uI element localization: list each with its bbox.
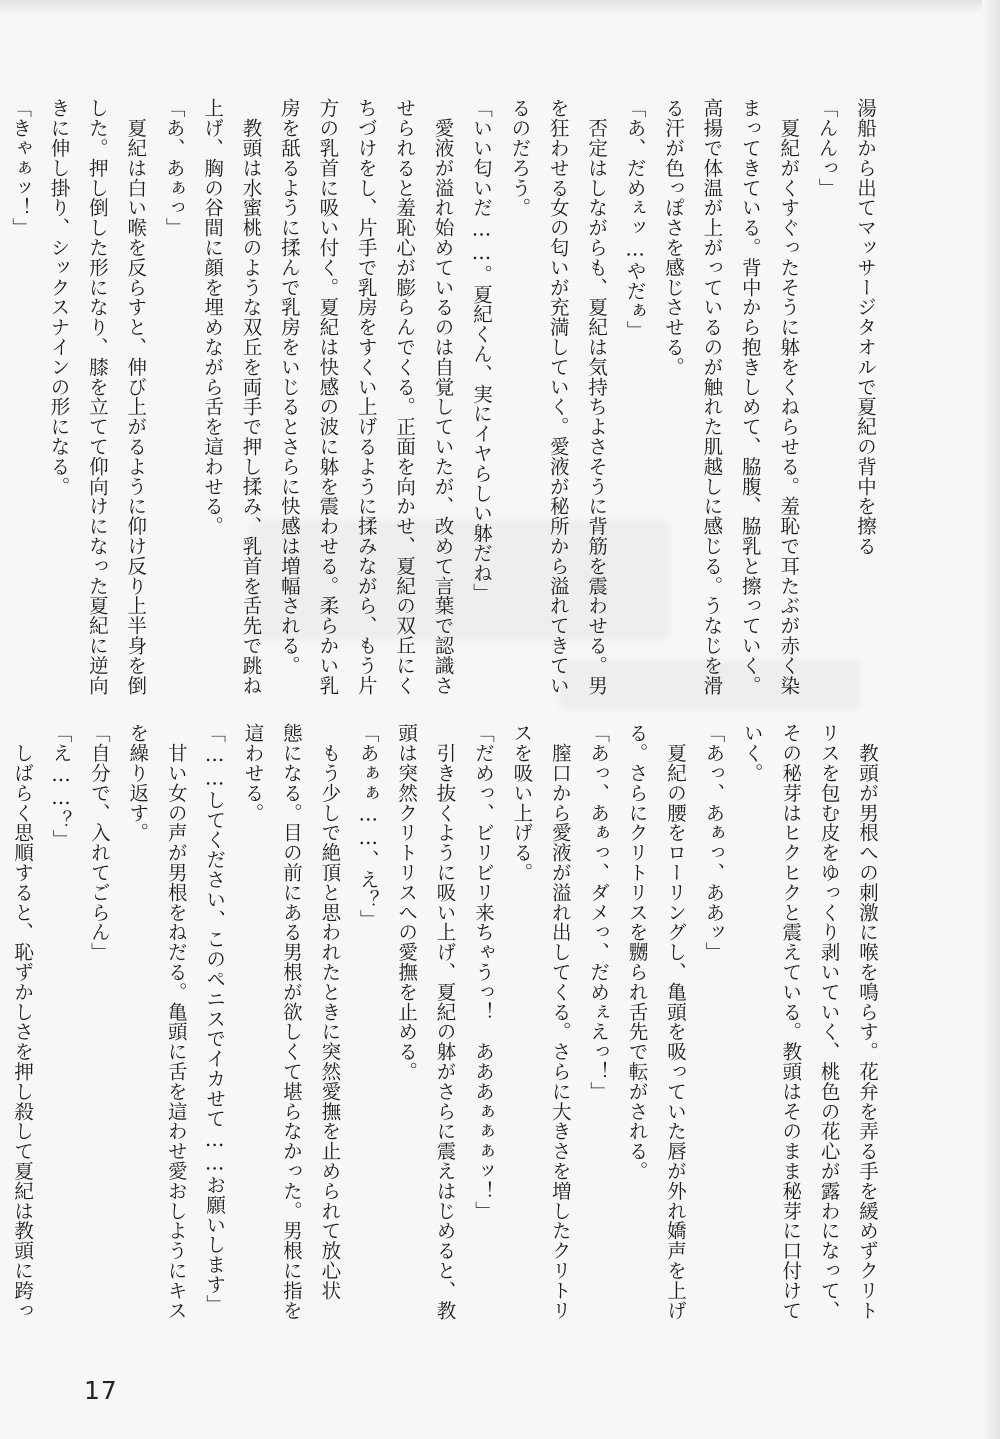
text-line: もう少しで絶頂と思われたときに突然愛撫を止められて放心状 (318, 723, 342, 1301)
text-line: 「あっ、あぁっ、ああッ」 (702, 723, 726, 962)
text-line: 夏紀の腰をローリングし、亀頭を吸っていた唇が外れ嬌声を上げ (663, 723, 687, 1320)
text-line: を繰り返す。 (126, 723, 150, 843)
page-top-edge (0, 0, 1000, 14)
text-block-lower (11, 723, 886, 1363)
text-line: 房を舐るように揉んで乳房をいじるとさらに快感は増幅される。 (277, 98, 301, 676)
text-line: 甘い女の声が男根をねだる。亀頭に舌を這わせ愛おしようにキス (164, 723, 188, 1320)
text-line: 教頭は水蜜桃のような双丘を両手で押し揉み、乳首を舌先で跳ね (239, 98, 263, 695)
text-line: 「あぁぁ……、え？」 (356, 723, 380, 929)
text-line: 「え……？」 (49, 723, 73, 850)
text-line: その秘芽はヒクヒクと震えている。教頭はそのまま秘芽に口付けて (779, 723, 803, 1320)
text-line: 方の乳首に吸い付く。夏紀は快感の波に躰を震わせる。柔らかい乳 (316, 98, 340, 695)
page-right-edge (982, 0, 1000, 1439)
text-line: 「あ、あぁっ」 (162, 98, 186, 238)
text-line: 愛液が溢れ始めているのは自覚していたが、改めて言葉で認識さ (431, 98, 455, 695)
text-line: 「……してください、このペニスでイカせて……お願いします」 (203, 723, 227, 1315)
text-line: ちづけをし、片手で乳房をすくい上げるように揉みながら、もう片 (354, 98, 378, 695)
text-line: した。押し倒した形になり、膝を立てて仰向けになった夏紀に逆向 (85, 98, 109, 695)
text-line (0, 98, 1, 673)
text-line: まってきている。背中から抱きしめて、脇腹、脇乳と擦っていく。 (738, 98, 762, 695)
text-line: 湯船から出てマッサージタオルで夏紀の背中を擦る (854, 98, 877, 556)
text-line: 夏紀は白い喉を反らすと、伸び上がるように仰け反り上半身を倒 (124, 98, 148, 695)
text-line: 上げ、胸の谷間に顔を埋めながら舌を這わせる。 (201, 98, 225, 536)
text-line: 高揚で体温が上がっているのが触れた肌越しに感じる。うなじを滑 (700, 98, 724, 695)
text-line: せられると羞恥心が膨らんでくる。正面を向かせ、夏紀の双丘にく (393, 98, 417, 695)
text-line: を狂わせる女の匂いが充満していく。愛液が秘所から溢れてきてい (546, 98, 570, 695)
page-number: 17 (84, 1376, 118, 1405)
text-line: 「あっ、あぁっ、ダメっ、だめぇえっ！」 (587, 723, 611, 1102)
text-block-upper (9, 98, 884, 695)
text-line: きに伸し掛り、シックスナインの形になる。 (47, 98, 71, 496)
text-line: 頭は突然クリトリスへの愛撫を止める。 (395, 723, 419, 1082)
text-line: 「いい匂いだ……。夏紀くん、実にイヤらしい躰だね」 (469, 98, 493, 603)
text-line: 「きゃぁッ！」 (9, 98, 33, 238)
text-line: る汗が色っぽさを感じさせる。 (661, 98, 685, 377)
text-line: 態になる。目の前にある男根が欲しくて堪らなかった。男根に指を (279, 723, 303, 1320)
text-line: 夏紀がくすぐったそうに躰をくねらせる。羞恥で耳たぶが赤く染 (777, 98, 801, 695)
text-line: しばらく思順すると、恥ずかしさを押し殺して夏紀は教頭に跨っ (11, 723, 35, 1320)
text-line: 這わせる。 (241, 723, 265, 823)
text-line: 「んんっ」 (815, 98, 839, 198)
text-line: 「だめっ、ビリビリ来ちゃうっ！ あああぁぁぁッ！」 (471, 723, 495, 1221)
text-line: スを吸い上げる。 (510, 723, 534, 883)
text-line: いく。 (740, 723, 764, 783)
text-line: 「あ、だめぇッ…やだぁ」 (623, 98, 647, 341)
text-line: リスを包む皮をゆっくり剥いていく、桃色の花心が露わになって、 (817, 723, 841, 1320)
text-line: 「自分で、入れてごらん」 (87, 723, 111, 962)
text-line: 引き抜くように吸い上げ、夏紀の躰がさらに震えはじめると、教 (433, 723, 457, 1320)
text-line: るのだろう。 (508, 98, 532, 218)
text-line: 膣口から愛液が溢れ出してくる。さらに大きさを増したクリトリ (548, 723, 572, 1320)
text-line: る。さらにクリトリスを嬲られ舌先で転がされる。 (625, 723, 649, 1181)
text-line: 否定はしながらも、夏紀は気持ちよさそうに背筋を震わせる。男 (585, 98, 609, 695)
text-line: 教頭が男根への刺激に喉を鳴らす。花弁を弄る手を緩めずクリト (856, 723, 879, 1320)
